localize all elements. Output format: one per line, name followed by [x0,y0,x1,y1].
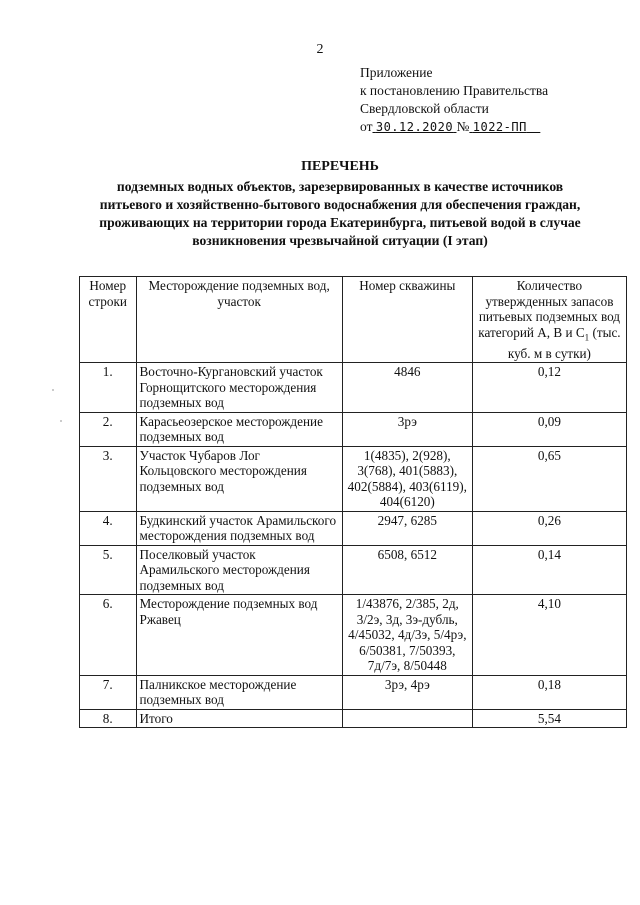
deposit-name: Палникское месторождение подземных вод [136,675,342,709]
document-title [70,158,610,250]
table-row [80,412,627,446]
deposit-name: Месторождение подземных вод Ржавец [136,595,342,676]
reserves-value: 4,10 [472,595,626,676]
table-row [80,595,627,676]
reserves-value: 0,26 [472,511,626,545]
title-sub-2: питьевого и хозяйственно-бытового водоснабжения для обеспечения граждан, [99,197,581,212]
row-number: 5. [80,545,137,595]
table-row [80,545,627,595]
header-row-number: Номер строки [80,277,137,363]
well-numbers [342,709,472,728]
header-reserves-subscript: 1 [584,332,590,343]
row-number: 3. [80,446,137,511]
deposit-name: Участок Чубаров Лог Кольцовского месторождения подземных вод [136,446,342,511]
deposit-name: Карасьеозерское месторождение подземных вод [136,412,342,446]
reserves-value: 0,18 [472,675,626,709]
water-sources-table [79,276,627,728]
appendix-date-line [360,118,630,136]
reserves-value: 0,14 [472,545,626,595]
title-sub-1: подземных водных объектов, зарезервированных в качестве источников [116,179,564,194]
well-numbers: 6508, 6512 [342,545,472,595]
well-numbers: 2947, 6285 [342,511,472,545]
from-label: от [360,119,373,134]
decree-date: 30.12.2020 [375,120,454,134]
table-row [80,511,627,545]
well-numbers: 3рэ, 4рэ [342,675,472,709]
header-reserves-text: Количество утвержденных запасов питьевых подземных вод категорий А, В и С [478,278,620,340]
appendix-title: Приложение [360,65,433,80]
header-reserves-units: (тыс. куб. м в сутки) [507,324,621,361]
appendix-decree: к постановлению Правительства [360,83,549,98]
reserves-value: 0,09 [472,412,626,446]
well-numbers: 4846 [342,363,472,413]
row-number: 8. [80,709,137,728]
row-number: 2. [80,412,137,446]
well-numbers: 3рэ [342,412,472,446]
table-row [80,363,627,413]
page-number: 2 [316,42,324,57]
header-deposit: Месторождение подземных вод, участок [136,277,342,363]
table-row [80,446,627,511]
decree-number: 1022-ПП [472,120,527,134]
well-numbers: 1/43876, 2/385, 2д, 3/2э, 3д, 3э-дубль, 4/45032, 4д/3э, 5/4рэ, 6/50381, 7/50393, 7д/7э, 8/50448 [342,595,472,676]
table-row-total [80,709,627,728]
scan-speck [52,389,54,391]
reserves-total: 5,54 [472,709,626,728]
table-header-row [80,277,627,363]
scan-speck [60,420,62,422]
reserves-value: 0,12 [472,363,626,413]
header-reserves [472,277,626,363]
title-main: ПЕРЕЧЕНЬ [301,159,379,174]
deposit-name: Восточно-Кургановский участок Горнощитского месторождения подземных вод [136,363,342,413]
deposit-name: Будкинский участок Арамильского месторождения подземных вод [136,511,342,545]
number-sign: № [456,119,470,134]
row-number: 7. [80,675,137,709]
well-numbers: 1(4835), 2(928), 3(768), 401(5883), 402(5884), 403(6119), 404(6120) [342,446,472,511]
title-sub-4: возникновения чрезвычайной ситуации (I этап) [192,233,488,248]
title-sub-3: проживающих на территории города Екатеринбурга, питьевой водой в случае [99,215,581,230]
total-label: Итого [136,709,342,728]
row-number: 4. [80,511,137,545]
table-row [80,675,627,709]
header-well-number: Номер скважины [342,277,472,363]
appendix-region: Свердловской области [360,101,489,116]
row-number: 1. [80,363,137,413]
row-number: 6. [80,595,137,676]
appendix-block [360,64,630,136]
reserves-value: 0,65 [472,446,626,511]
deposit-name: Поселковый участок Арамильского месторождения подземных вод [136,545,342,595]
